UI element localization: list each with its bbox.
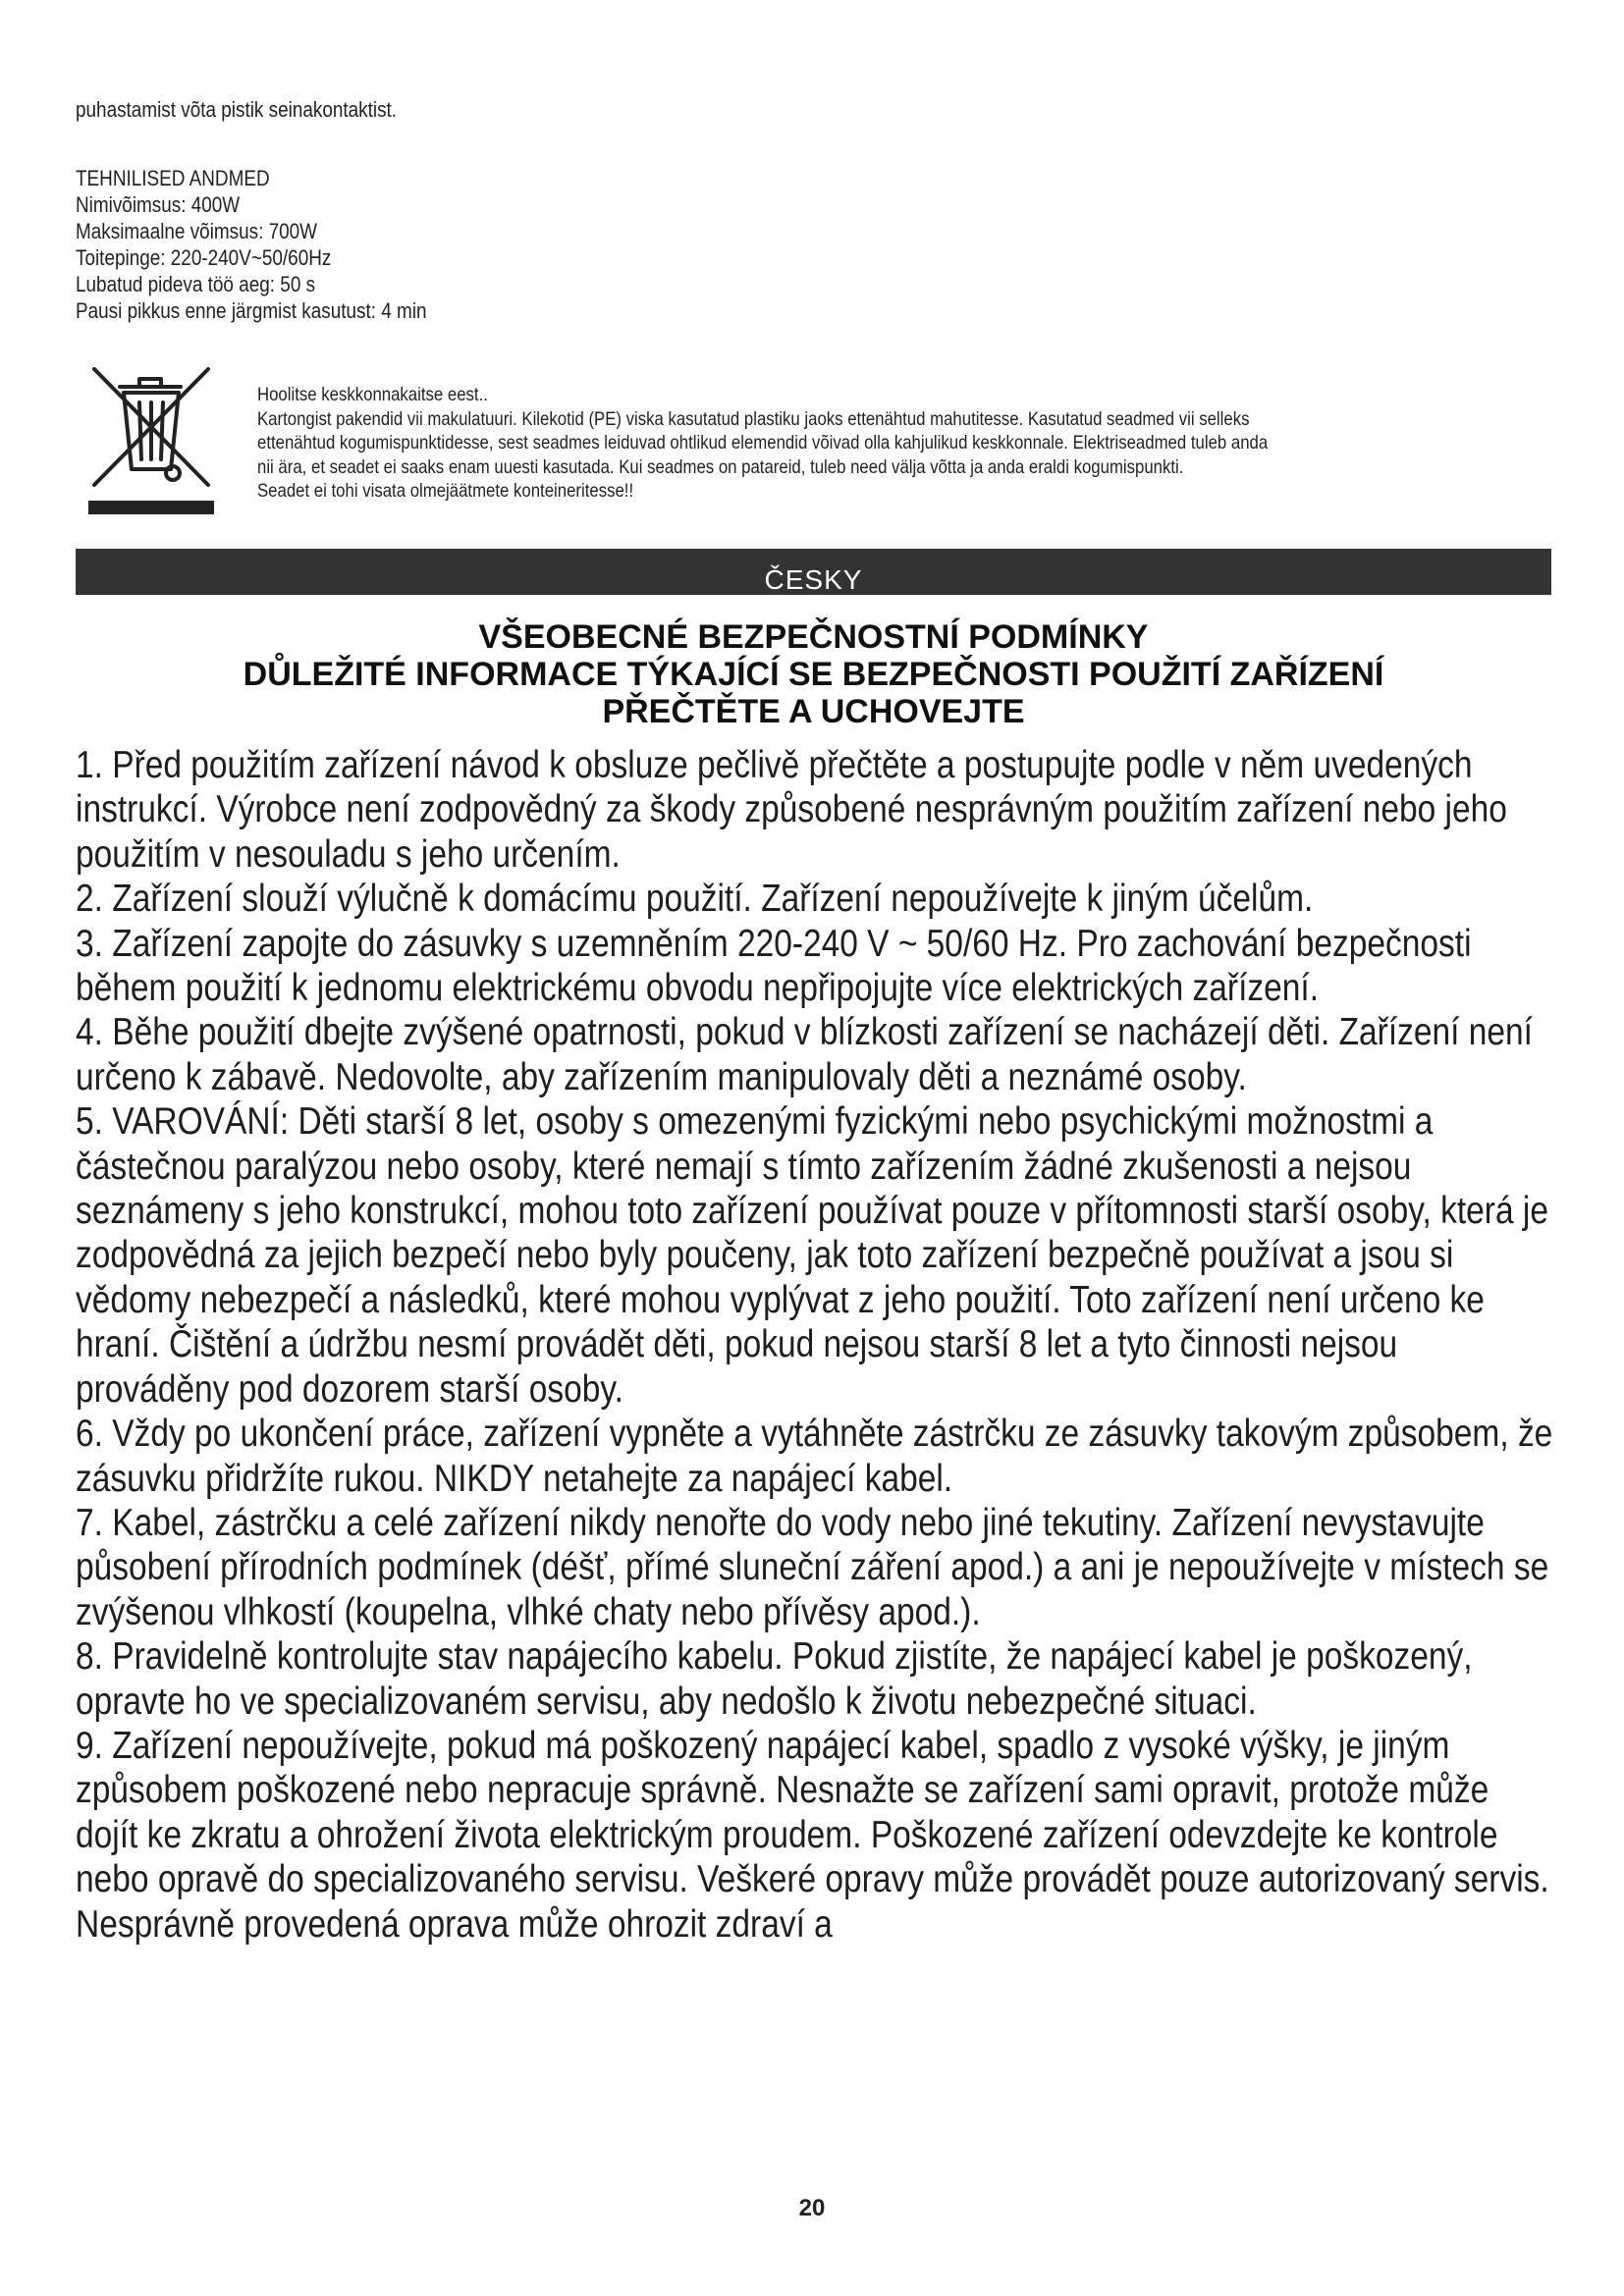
supply-voltage: Toitepinge: 220-240V~50/60Hz <box>76 245 332 270</box>
instruction-item: 1. Před použitím zařízení návod k obsluze pečlivě přečtěte a postupujte podle v něm uvedených instrukcí. Výrobce není zodpovědný za škody způsobené nesprávným použitím zařízení nebo jeho použitím v nesouladu s jeho určením. <box>76 744 1507 876</box>
instruction-item: 2. Zařízení slouží výlučně k domácímu použití. Zařízení nepoužívejte k jiným účelům. <box>76 878 1314 921</box>
instruction-item: 6. Vždy po ukončení práce, zařízení vypněte a vytáhněte zástrčku ze zásuvky takovým způsobem, že zásuvku přidržíte rukou. NIKDY netahejte za napájecí kabel. <box>76 1413 1553 1500</box>
page-number: 20 <box>798 2195 826 2221</box>
crossed-out-wheelie-bin-icon <box>84 363 218 516</box>
max-power: Maksimaalne võimsus: 700W <box>76 219 318 243</box>
heading-general-safety: VŠEOBECNÉ BEZPEČNOSTNÍ PODMÍNKY <box>478 618 1149 656</box>
instruction-item: 5. VAROVÁNÍ: Děti starší 8 let, osoby s omezenými fyzickými nebo psychickými možnostmi a částečnou paralýzou nebo osoby, které nemají s tímto zařízením žádné zkušenosti a nejsou seznámeny s jeho konstrukcí, mohou toto zařízení používat pouze v přítomnosti starší osoby, která je zodpovědná za jejich bezpečí nebo byly poučeny, jak toto zařízení bezpečně používat a jsou si vědomy nebezpečí a následků, které mohou vyplývat z jeho použití. Toto zařízení není určeno ke hraní. Čištění a údržbu nesmí provádět děti, pokud nejsou starší 8 let a tyto činnosti nejsou prováděny pod dozorem starší osoby. <box>76 1100 1548 1411</box>
environment-notice-line: Kartongist pakendid vii makulatuuri. Kilekotid (PE) viska kasutatud plastiku jaoks ettenähtud mahutitesse. Kasutatud seadmed vii selleks <box>257 407 1250 430</box>
instruction-item: 3. Zařízení zapojte do zásuvky s uzemněním 220-240 V ~ 50/60 Hz. Pro zachování bezpečnosti během použití k jednomu elektrickému obvodu nepřipojujte více elektrických zařízení. <box>76 922 1472 1010</box>
intro-line: puhastamist võta pistik seinakontaktist. <box>76 97 398 122</box>
heading-read-and-keep: PŘEČTĚTE A UCHOVEJTE <box>602 693 1025 730</box>
heading-important-info: DŮLEŽITÉ INFORMACE TÝKAJÍCÍ SE BEZPEČNOSTI POUŽITÍ ZAŘÍZENÍ <box>243 656 1384 693</box>
technical-data-heading: TEHNILISED ANDMED <box>76 166 270 190</box>
environment-notice-line: nii ära, et seadet ei saaks enam uuesti kasutada. Kui seadmes on patareid, tuleb need välja võtta ja anda eraldi kogumispunkti. <box>257 455 1184 478</box>
environment-notice-line: Seadet ei tohi visata olmejäätmete konteineritesse!! <box>257 480 634 502</box>
instruction-item: 7. Kabel, zástrčku a celé zařízení nikdy nenořte do vody nebo jiné tekutiny. Zařízení nevystavujte působení přírodních podmínek (déšť, přímé sluneční záření apod.) a ani je nepoužívejte v místech se zvýšenou vlhkostí (koupelna, vlhké chaty nebo přívěsy apod.). <box>76 1501 1549 1633</box>
environment-notice-line: Hoolitse keskkonnakaitse eest.. <box>257 384 488 405</box>
instruction-item: 9. Zařízení nepoužívejte, pokud má poškozený napájecí kabel, spadlo z vysoké výšky, je jiným způsobem poškozené nebo nepracuje správně. Nesnažte se zařízení sami opravit, protože může dojít ke zkratu a ohrožení života elektrickým proudem. Poškozené zařízení odevzdejte ke kontrole nebo opravě do specializovaného servisu. Veškeré opravy může provádět pouze autorizovaný servis. Nesprávně provedená oprava může ohrozit zdraví a <box>76 1724 1549 1946</box>
safety-instructions <box>76 743 1553 1947</box>
pause-length: Pausi pikkus enne järgmist kasutust: 4 min <box>76 298 427 323</box>
language-label: ČESKY <box>764 564 863 595</box>
technical-data <box>76 165 427 324</box>
instruction-item: 4. Běhe použití dbejte zvýšené opatrnosti, pokud v blízkosti zařízení se nacházejí děti. Zařízení není určeno k zábavě. Nedovolte, aby zařízením manipulovaly děti a neznámé osoby. <box>76 1011 1533 1098</box>
environment-notice-line: ettenähtud kogumispunktidesse, sest seadmes leiduvad ohtlikud elemendid võivad olla kahjulikud keskkonnale. Elektriseadmed tuleb anda <box>257 432 1269 454</box>
instruction-item: 8. Pravidelně kontrolujte stav napájecího kabelu. Pokud zjistíte, že napájecí kabel je poškozený, opravte ho ve specializovaném servisu, aby nedošlo k životu nebezpečné situaci. <box>76 1635 1473 1723</box>
language-bar <box>76 549 1551 595</box>
continuous-operation-time: Lubatud pideva töö aeg: 50 s <box>76 272 316 296</box>
safety-headings <box>76 618 1551 730</box>
environment-notice <box>257 383 1431 504</box>
rated-power: Nimivõimsus: 400W <box>76 192 241 217</box>
